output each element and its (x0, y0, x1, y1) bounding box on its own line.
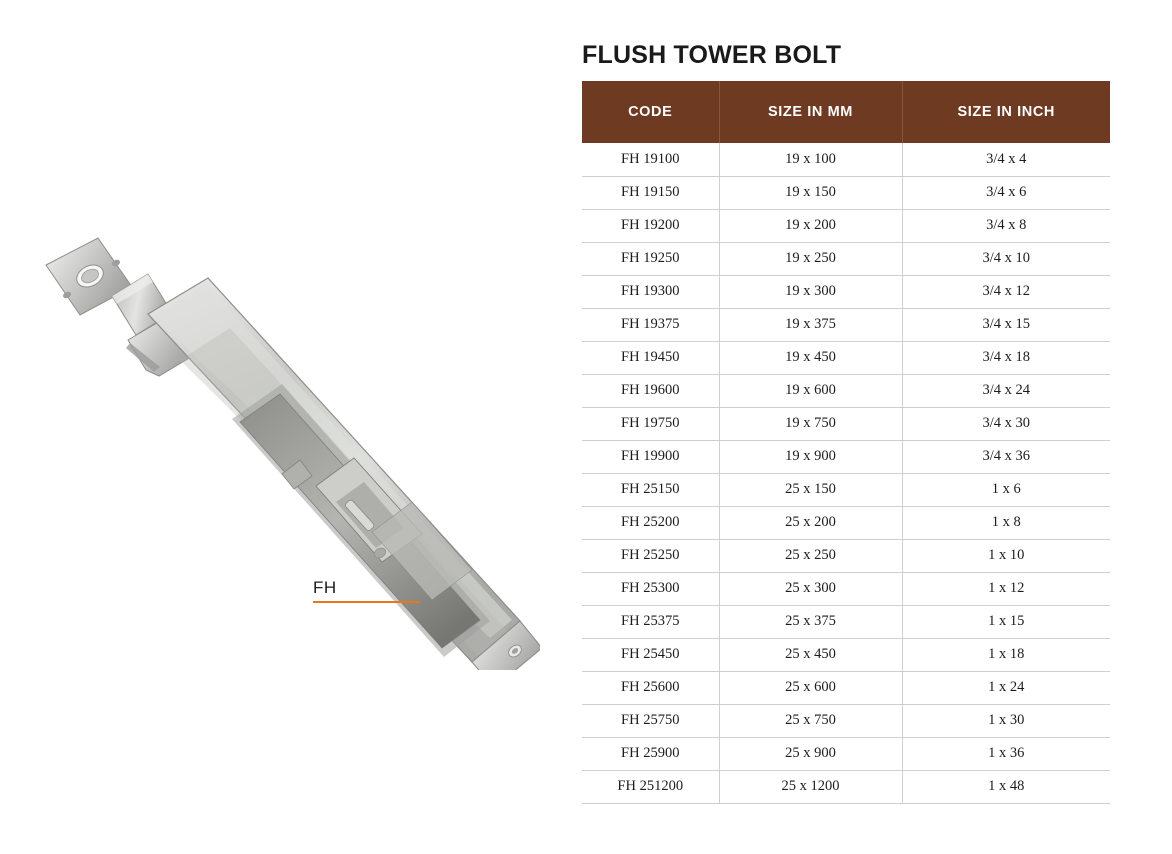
product-image-pane (0, 0, 570, 854)
table-row (582, 704, 1110, 737)
cell-size-inch: 1 x 10 (902, 539, 1110, 572)
table-row (582, 209, 1110, 242)
cell-code: FH 19375 (582, 308, 719, 341)
cell-size-inch: 1 x 24 (902, 671, 1110, 704)
cell-code: FH 19300 (582, 275, 719, 308)
table-row (582, 176, 1110, 209)
table-row (582, 341, 1110, 374)
cell-size-inch: 3/4 x 10 (902, 242, 1110, 275)
column-header-code: CODE (582, 81, 719, 143)
cell-size-inch: 1 x 12 (902, 572, 1110, 605)
table-row (582, 473, 1110, 506)
cell-size-mm: 19 x 450 (719, 341, 902, 374)
cell-code: FH 19450 (582, 341, 719, 374)
cell-size-inch: 1 x 36 (902, 737, 1110, 770)
cell-code: FH 19600 (582, 374, 719, 407)
cell-code: FH 25200 (582, 506, 719, 539)
cell-size-inch: 1 x 15 (902, 605, 1110, 638)
column-header-size-inch: SIZE IN INCH (902, 81, 1110, 143)
cell-size-mm: 19 x 100 (719, 143, 902, 176)
cell-size-inch: 3/4 x 15 (902, 308, 1110, 341)
cell-size-mm: 25 x 150 (719, 473, 902, 506)
specification-pane (580, 0, 1172, 854)
table-body (582, 143, 1110, 803)
cell-size-mm: 25 x 900 (719, 737, 902, 770)
cell-size-mm: 19 x 375 (719, 308, 902, 341)
cell-code: FH 25375 (582, 605, 719, 638)
cell-size-inch: 3/4 x 12 (902, 275, 1110, 308)
cell-size-inch: 1 x 30 (902, 704, 1110, 737)
cell-size-inch: 3/4 x 18 (902, 341, 1110, 374)
cell-code: FH 25300 (582, 572, 719, 605)
cell-code: FH 25250 (582, 539, 719, 572)
cell-size-inch: 3/4 x 8 (902, 209, 1110, 242)
table-row (582, 737, 1110, 770)
cell-size-inch: 1 x 48 (902, 770, 1110, 803)
cell-size-inch: 3/4 x 24 (902, 374, 1110, 407)
table-row (582, 572, 1110, 605)
table-row (582, 440, 1110, 473)
table-row (582, 242, 1110, 275)
table-row (582, 374, 1110, 407)
page-title: FLUSH TOWER BOLT (582, 41, 842, 69)
table-row (582, 638, 1110, 671)
cell-size-mm: 25 x 375 (719, 605, 902, 638)
cell-size-inch: 1 x 8 (902, 506, 1110, 539)
column-header-size-mm: SIZE IN MM (719, 81, 902, 143)
table-row (582, 605, 1110, 638)
cell-size-mm: 25 x 300 (719, 572, 902, 605)
cell-size-mm: 19 x 600 (719, 374, 902, 407)
cell-size-mm: 25 x 1200 (719, 770, 902, 803)
cell-size-mm: 19 x 200 (719, 209, 902, 242)
cell-code: FH 19900 (582, 440, 719, 473)
table-row (582, 275, 1110, 308)
table-row (582, 308, 1110, 341)
table-row (582, 539, 1110, 572)
table-header-row (582, 81, 1110, 143)
table-row (582, 770, 1110, 803)
cell-size-inch: 3/4 x 30 (902, 407, 1110, 440)
cell-code: FH 25450 (582, 638, 719, 671)
cell-size-mm: 25 x 200 (719, 506, 902, 539)
cell-size-inch: 1 x 6 (902, 473, 1110, 506)
cell-size-mm: 25 x 450 (719, 638, 902, 671)
cell-code: FH 25600 (582, 671, 719, 704)
table-row (582, 407, 1110, 440)
table-row (582, 506, 1110, 539)
table-row (582, 671, 1110, 704)
cell-size-inch: 1 x 18 (902, 638, 1110, 671)
bolt-body (148, 278, 540, 670)
table-header (582, 81, 1110, 143)
cell-code: FH 19150 (582, 176, 719, 209)
cell-size-mm: 25 x 600 (719, 671, 902, 704)
cell-size-mm: 25 x 250 (719, 539, 902, 572)
cell-size-mm: 19 x 150 (719, 176, 902, 209)
cell-code: FH 25150 (582, 473, 719, 506)
cell-code: FH 19750 (582, 407, 719, 440)
cell-size-mm: 25 x 750 (719, 704, 902, 737)
cell-size-inch: 3/4 x 4 (902, 143, 1110, 176)
cell-code: FH 19200 (582, 209, 719, 242)
cell-code: FH 251200 (582, 770, 719, 803)
caption-underline (313, 601, 420, 603)
specification-table (582, 81, 1110, 804)
cell-size-mm: 19 x 300 (719, 275, 902, 308)
cell-size-mm: 19 x 750 (719, 407, 902, 440)
cell-code: FH 19250 (582, 242, 719, 275)
cell-code: FH 19100 (582, 143, 719, 176)
cell-size-mm: 19 x 900 (719, 440, 902, 473)
cell-code: FH 25900 (582, 737, 719, 770)
product-caption (313, 578, 503, 603)
cell-code: FH 25750 (582, 704, 719, 737)
table-row (582, 143, 1110, 176)
product-caption-label: FH (313, 578, 337, 597)
cell-size-inch: 3/4 x 6 (902, 176, 1110, 209)
cell-size-mm: 19 x 250 (719, 242, 902, 275)
cell-size-inch: 3/4 x 36 (902, 440, 1110, 473)
